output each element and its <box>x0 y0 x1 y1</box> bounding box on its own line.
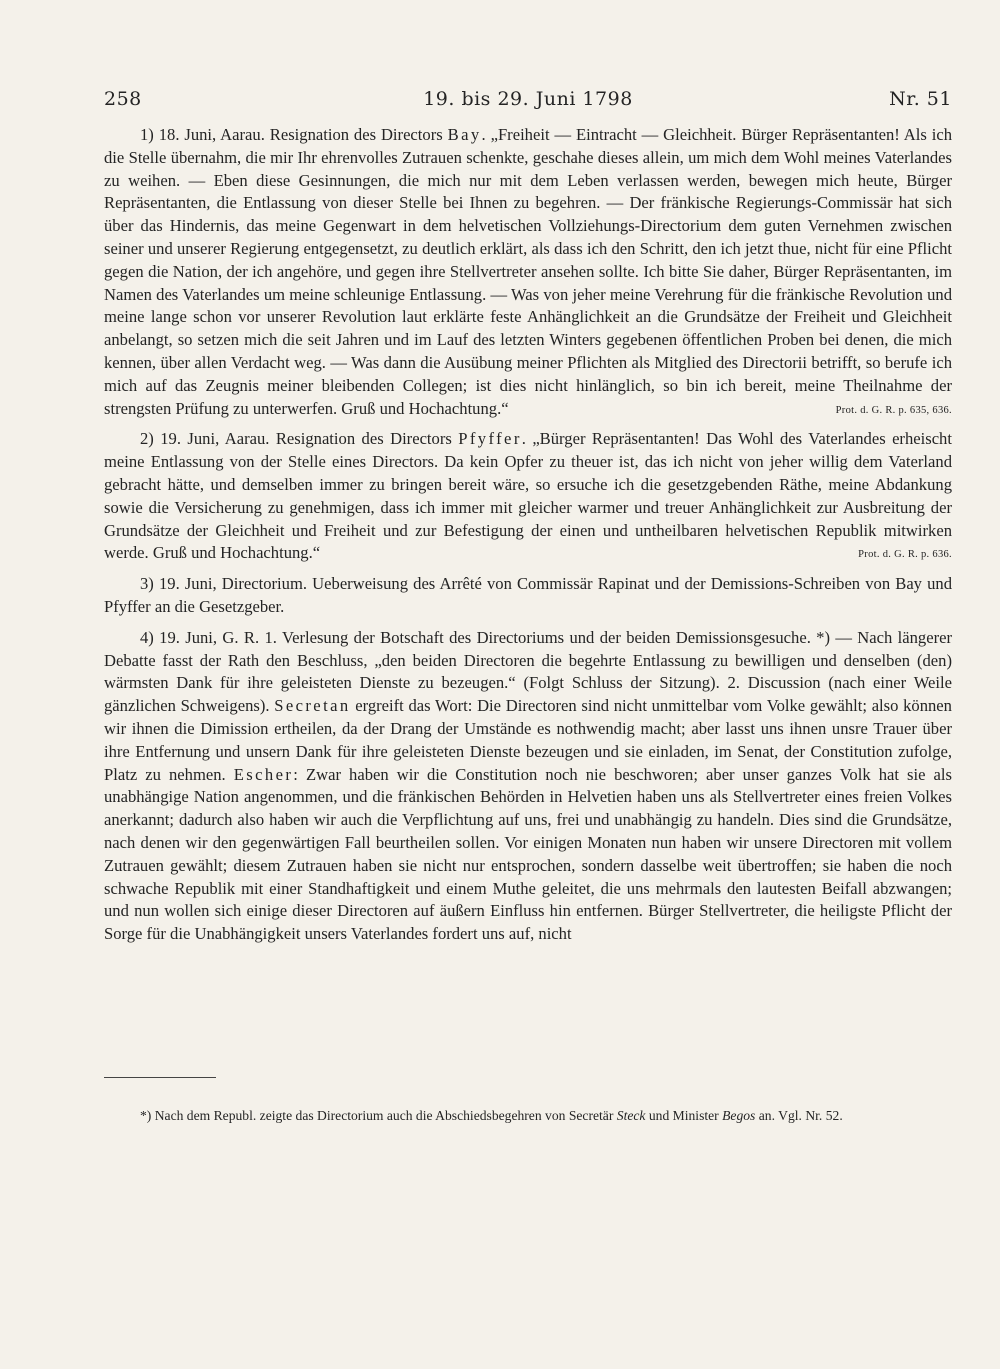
document-number: Nr. 51 <box>889 88 952 110</box>
header-dates: 19. bis 29. Juni 1798 <box>423 88 633 110</box>
source-citation: Prot. d. G. R. p. 636. <box>858 549 952 561</box>
footnote <box>104 1107 952 1126</box>
entry-text: : Zwar haben wir die Constitution noch nie beschworen; aber unser ganzes Volk hat sie als unabhängige Nation angenommen, und die fränkischen Behörden in Helvetien haben uns als Stellvertreter eines freien Volkes anerkannt; dadurch also haben wir auch die Verpflichtung auf uns, frei und unabhängig zu handeln. Dies sind die Grundsätze, nach denen wir den gegenwärtigen Fall beurtheilen sollen. Vor einigen Monaten nun haben wir unsere Directoren mit vollem Zutrauen gewählt; diesem Zutrauen haben sie nicht nur entsprochen, sondern dasselbe weit übertroffen; sie haben die noch schwache Republik mit einer Standhaftigkeit und einem Muthe geleitet, die uns mehrmals den lautesten Beifall abzwangen; und nun wollen sich einige dieser Directoren auf äußern Einfluss hin entfernen. Bürger Stellvertreter, die heiligste Pflicht der Sorge für die Unabhängigkeit unsers Vaterlandes fordert uns auf, nicht <box>104 764 952 944</box>
entry-number: 1) <box>140 125 154 144</box>
footnote-divider <box>104 1077 216 1078</box>
entry-text: . „Freiheit — Eintracht — Gleichheit. Bürger Repräsentanten! Als ich die Stelle übernahm, die mir Ihr ehrenvolles Zutrauen schenkte, geschahe dieses allein, um mich dem Wohl meines Vaterlandes zu weihen. — Eben diese Gesinnungen, die mich nur mit dem Leben verlassen werden, bewegen mich heute, Bürger Repräsentanten, die Entlassung von dieser Stelle bei Ihnen zu begehren. — Der fränkische Regierungs-Commissär hat sich über das Hindernis, das meine Gegenwart in dem helvetischen Vollziehungs-Directorium dem guten Vernehmen zwischen seiner und unserer Regierung entgegensetzt, zu deutlich erklärt, als dass ich den Schritt, den ich jetzt thue, nicht für eine Pflicht gegen die Nation, der ich angehöre, und gegen ihre Stellvertreter ansehen sollte. Ich bitte Sie daher, Bürger Repräsentanten, im Namen des Vaterlandes um meine schleunige Entlassung. — Was von jeher meine Verehrung für die fränkische Revolution und meine lange schon vor unserer Revolution laut erklärte feste Anhänglichkeit an die Grundsätze der Freiheit und Gleichheit anbelangt, so setzen mich die seit Jahren und im Lauf des letzten Winters gegebenen öffentlichen Proben bei denen, die mich kennen, über allen Verdacht weg. — Was dann die Ausübung meiner Pflichten als Mitglied des Directorii betrifft, so berufe ich mich auf das Zeugnis meiner bleibenden Collegen; ist dies nicht hinlänglich, so bin ich bereit, meine Theilnahme der strengsten Prüfung zu unterwerfen. Gruß und Hochachtung.“ <box>104 125 953 418</box>
body-text <box>104 124 952 946</box>
entry-4 <box>104 627 952 946</box>
person-name: Bay <box>447 125 482 144</box>
entry-number: 4) <box>140 627 154 647</box>
entry-title: Resignation des Directors <box>275 429 452 449</box>
entry-title: Resignation des Directors <box>269 125 443 144</box>
page-number: 258 <box>104 88 142 110</box>
entry-date-place: 19. Juni, G. R. <box>159 627 260 647</box>
footnote-text: *) Nach dem Republ. zeigte das Directorium auch die Abschiedsbegehren von Secretär <box>140 1107 614 1123</box>
entry-date-place: 19. Juni, Directorium. <box>158 574 308 594</box>
entry-3 <box>104 573 952 619</box>
running-header <box>104 88 952 114</box>
person-name: Pfyffer <box>458 429 522 449</box>
entry-1 <box>104 124 952 420</box>
speaker-name: Secretan <box>274 696 351 716</box>
entry-number: 3) <box>140 574 154 594</box>
source-citation: Prot. d. G. R. p. 635, 636. <box>835 404 952 416</box>
entry-number: 2) <box>140 429 154 449</box>
footnote-name: Steck <box>616 1107 646 1123</box>
entry-text: . „Bürger Repräsentanten! Das Wohl des Vaterlandes erheischt meine Entlassung von der Stelle eines Directors. Da kein Opfer zu theuer ist, das ich nicht von jeher willig dem Vaterland gebracht hätte, und demselben immer zu bringen bereit wäre, so ersuche ich die gesetzgebenden Räthe, meine Abdankung sowie die Versicherung zu genehmigen, dass ich immer mit gleicher warmer und treuer Anhänglichkeit zur Ausbreitung der Grundsätze der Gleichheit und Freiheit und zur Befestigung der einen und untheilbaren helvetischen Republik mitwirken werde. Gruß und Hochachtung.“ <box>104 429 952 563</box>
footnote-text: an. Vgl. Nr. 52. <box>758 1107 843 1123</box>
entry-text: Ueberweisung des Arrêté von Commissär Rapinat und der Demissions-Schreiben von Bay und Pfyffer an die Gesetzgeber. <box>104 574 952 616</box>
entry-date-place: 19. Juni, Aarau. <box>160 429 270 449</box>
entry-text: ergreift das Wort: Die Directoren sind nicht unmittelbar vom Volke gewählt; also können wir ihnen die Dimission ertheilen, da der Drang der Umstände es nothwendig macht; aber lasst uns ihnen unsre Trauer über ihre Entfernung und unsern Dank für ihre geleisteten Dienste bezeugen und sie einladen, im Senat, der Constitution zufolge, Platz zu nehmen. <box>104 696 952 784</box>
entry-date-place: 18. Juni, Aarau. <box>158 125 265 144</box>
speaker-name: Escher <box>233 764 294 784</box>
entry-2 <box>104 428 952 565</box>
entry-text: 1. Verlesung der Botschaft des Directoriums und der beiden Demissionsgesuche. *) — Nach längerer Debatte fasst der Rath den Beschluss, „den beiden Directoren die begehrte Entlassung zu bewilligen und denselben (den) wärmsten Dank für ihre geleisteten Dienste zu bezeugen.“ (Folgt Schluss der Sitzung). 2. Discussion (nach einer Weile gänzlichen Schweigens). <box>104 627 952 716</box>
footnote-name: Begos <box>722 1107 756 1123</box>
footnote-text: und Minister <box>648 1107 719 1123</box>
